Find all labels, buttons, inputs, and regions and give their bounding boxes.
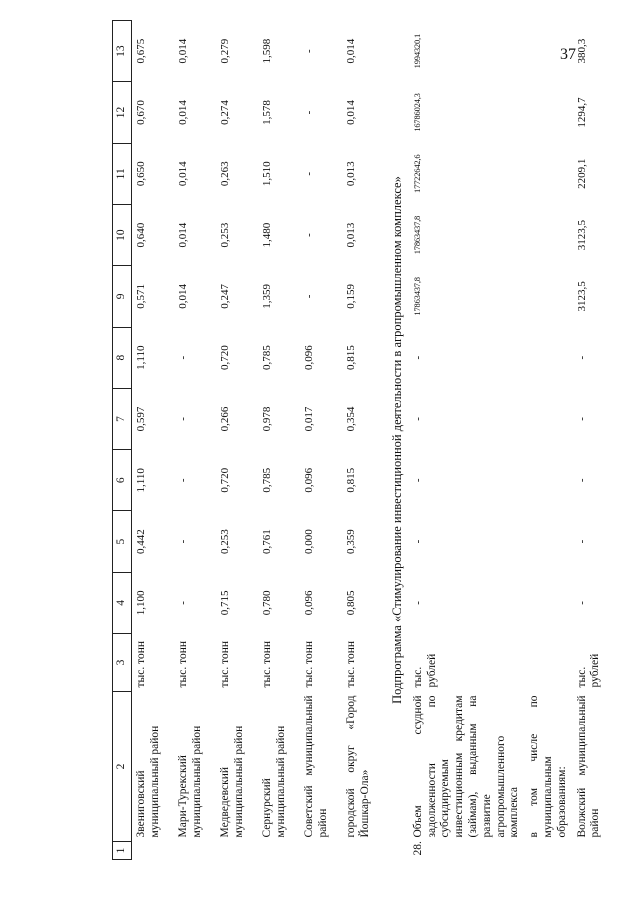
- value-cell: 0,978: [260, 406, 273, 432]
- value-cell: 0,014: [344, 38, 357, 64]
- value-cell: 3123,5: [575, 219, 588, 251]
- row-name-cell: Медведевский муниципальный район: [218, 725, 245, 838]
- value-cell: 0,640: [134, 222, 147, 248]
- value-cell: 17863437,8: [411, 277, 422, 316]
- value-cell: 0,785: [260, 467, 273, 493]
- column-number-cell: 4: [113, 572, 132, 633]
- value-cell: 0,805: [344, 590, 357, 616]
- value-cell: 0,017: [302, 406, 315, 432]
- value-cell: 0,715: [218, 590, 231, 616]
- value-cell: -: [176, 539, 189, 544]
- value-cell: 0,253: [218, 529, 231, 554]
- value-cell: 1,578: [260, 100, 273, 125]
- row-name-cell: Советский муниципальный район: [302, 695, 329, 838]
- value-cell: 0,014: [344, 100, 357, 125]
- row-name-cell: Объем ссудной задолженности по субсидируемым инвестиционным кредитам (займам), выданным на развитие агропромышленного комплекса: [411, 695, 521, 838]
- page-number: 37: [560, 46, 576, 63]
- column-number-cell: 5: [113, 511, 132, 572]
- value-cell: 0,761: [260, 529, 273, 554]
- value-cell: -: [411, 478, 424, 483]
- value-cell: 0,359: [344, 529, 357, 554]
- value-cell: -: [411, 539, 424, 544]
- value-cell: [525, 82, 572, 143]
- value-cell: 0,253: [218, 222, 231, 248]
- value-cell: 0,274: [218, 100, 231, 125]
- value-cell: -: [575, 355, 588, 360]
- value-cell: [525, 572, 572, 633]
- value-cell: 0,014: [176, 161, 189, 187]
- row-unit-cell: тыс. рублей: [411, 653, 438, 688]
- row-unit-cell: тыс. тонн: [260, 640, 273, 688]
- value-cell: -: [575, 478, 588, 483]
- column-number-cell: 3: [113, 634, 132, 692]
- indicator-table: [112, 20, 615, 860]
- row-unit-cell: тыс. рублей: [575, 653, 602, 688]
- value-cell: 0,096: [302, 345, 315, 371]
- column-number-row: [113, 21, 132, 860]
- table-row: [131, 21, 174, 860]
- value-cell: 1294,7: [575, 97, 588, 128]
- column-number-cell: 10: [113, 204, 132, 265]
- value-cell: 1,110: [134, 345, 147, 370]
- value-cell: [525, 511, 572, 572]
- value-cell: 0,571: [134, 284, 147, 309]
- value-cell: 0,263: [218, 161, 231, 187]
- value-cell: 0,785: [260, 345, 273, 371]
- row-unit-cell: тыс. тонн: [176, 640, 189, 688]
- value-cell: -: [302, 294, 315, 299]
- column-number-cell: 2: [113, 692, 132, 842]
- value-cell: 0,670: [134, 100, 147, 125]
- value-cell: 0,247: [218, 284, 231, 309]
- row-number-cell: [216, 842, 258, 860]
- value-cell: 3123,5: [575, 281, 588, 312]
- value-cell: -: [302, 110, 315, 115]
- row-unit-cell: тыс. тонн: [218, 640, 231, 688]
- rotated-table-container: [112, 20, 602, 860]
- subprogram-title: Подпрограмма «Стимулирование инвестиционной деятельности в агропромышленном комплексе»: [389, 176, 404, 704]
- table-row: [525, 21, 572, 860]
- table-row: [573, 21, 615, 860]
- table-row: [258, 21, 300, 860]
- row-unit-cell: тыс. тонн: [344, 640, 357, 688]
- row-number-cell: [573, 842, 615, 860]
- column-number-cell: 8: [113, 327, 132, 388]
- value-cell: 1,100: [134, 590, 147, 616]
- value-cell: -: [176, 478, 189, 483]
- value-cell: 0,013: [344, 222, 357, 248]
- row-number-cell: [258, 842, 300, 860]
- row-unit-cell: тыс. тонн: [302, 640, 315, 688]
- table-row: [409, 21, 525, 860]
- row-name-cell: городской округ «Город Йошкар-Ола»: [344, 695, 371, 838]
- row-number-cell: [174, 842, 216, 860]
- value-cell: [525, 21, 572, 82]
- value-cell: -: [302, 49, 315, 53]
- column-number-cell: 9: [113, 266, 132, 327]
- value-cell: 0,000: [302, 529, 315, 554]
- value-cell: -: [302, 171, 315, 176]
- value-cell: 0,266: [218, 406, 231, 432]
- column-number-cell: 6: [113, 450, 132, 511]
- value-cell: -: [411, 601, 424, 605]
- value-cell: 1,110: [134, 468, 147, 493]
- value-cell: 0,720: [218, 467, 231, 493]
- value-cell: 0,354: [344, 406, 357, 432]
- row-number-cell: 28.: [411, 841, 424, 856]
- table-row: [342, 21, 384, 860]
- value-cell: 17863437,8: [411, 215, 422, 255]
- value-cell: 0,096: [302, 467, 315, 493]
- column-number-cell: 1: [113, 842, 132, 860]
- value-cell: 0,279: [218, 38, 231, 64]
- value-cell: [525, 266, 572, 327]
- row-number-cell: [131, 842, 174, 860]
- value-cell: -: [176, 417, 189, 421]
- value-cell: -: [575, 417, 588, 421]
- table-row: [174, 21, 216, 860]
- value-cell: 0,014: [176, 100, 189, 125]
- row-unit-cell: тыс. тонн: [134, 640, 147, 688]
- value-cell: 0,096: [302, 590, 315, 616]
- value-cell: 16786024,3: [411, 93, 422, 132]
- value-cell: 0,014: [176, 284, 189, 309]
- column-number-cell: 13: [113, 21, 132, 82]
- value-cell: 1,598: [260, 38, 273, 64]
- value-cell: [525, 388, 572, 449]
- value-cell: -: [575, 601, 588, 605]
- value-cell: -: [176, 355, 189, 360]
- value-cell: 0,159: [344, 284, 357, 309]
- value-cell: [525, 204, 572, 265]
- column-number-cell: 12: [113, 82, 132, 143]
- row-number-cell: [342, 842, 384, 860]
- row-name-cell: Сернурский муниципальный район: [260, 725, 287, 838]
- value-cell: 0,013: [344, 161, 357, 187]
- column-number-cell: 7: [113, 388, 132, 449]
- table-body: [113, 21, 615, 860]
- value-cell: 17722642,6: [411, 154, 422, 193]
- row-name-cell: Звениговский муниципальный район: [134, 725, 161, 838]
- value-cell: 0,720: [218, 345, 231, 371]
- column-number-cell: 11: [113, 143, 132, 204]
- value-cell: -: [411, 417, 424, 421]
- value-cell: 0,650: [134, 161, 147, 187]
- value-cell: [525, 327, 572, 388]
- value-cell: 0,597: [134, 406, 147, 432]
- value-cell: 1,359: [260, 284, 273, 309]
- value-cell: [525, 450, 572, 511]
- value-cell: 0,014: [176, 222, 189, 248]
- value-cell: 1,480: [260, 222, 273, 248]
- row-name-cell: Мари-Турекский муниципальный район: [176, 725, 203, 838]
- value-cell: 0,442: [134, 529, 147, 554]
- row-unit-cell: [525, 634, 572, 692]
- value-cell: [525, 143, 572, 204]
- value-cell: -: [176, 601, 189, 605]
- table-row: [300, 21, 342, 860]
- row-name-cell: Волжский муниципальный район: [575, 695, 602, 838]
- value-cell: -: [411, 355, 424, 360]
- value-cell: -: [575, 539, 588, 544]
- subprogram-title-row: [384, 21, 409, 860]
- row-number-cell: [300, 842, 342, 860]
- value-cell: 1,510: [260, 161, 273, 187]
- value-cell: 0,815: [344, 345, 357, 371]
- value-cell: 0,780: [260, 590, 273, 616]
- value-cell: 0,675: [134, 38, 147, 64]
- value-cell: -: [302, 233, 315, 237]
- value-cell: 0,014: [176, 38, 189, 64]
- value-cell: 2209,1: [575, 158, 588, 189]
- value-cell: 1994320,1: [411, 34, 422, 69]
- value-cell: 0,815: [344, 467, 357, 493]
- table-row: [216, 21, 258, 860]
- row-number-cell: [525, 842, 572, 860]
- row-name-cell: в том числе по муниципальным образованиям:: [528, 695, 568, 838]
- value-cell: 380,3: [575, 38, 588, 64]
